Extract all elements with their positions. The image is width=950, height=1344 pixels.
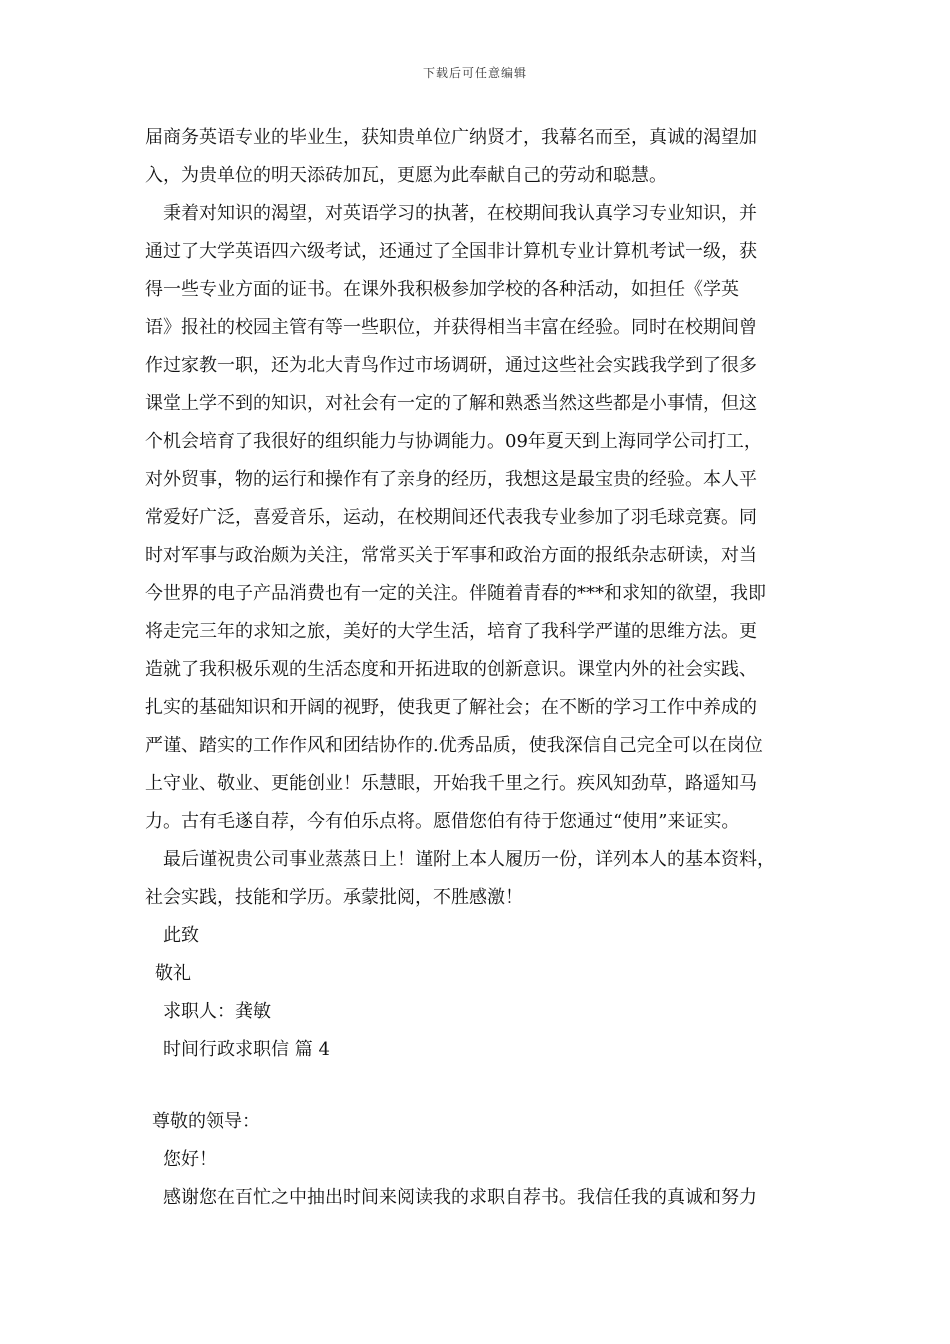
- body-line: 通过了大学英语四六级考试，还通过了全国非计算机专业计算机考试一级，获: [145, 241, 757, 262]
- body-line: 对外贸事，物的运行和操作有了亲身的经历，我想这是最宝贵的经验。本人平: [145, 469, 757, 490]
- body-line: 个机会培育了我很好的组织能力与协调能力。09年夏天到上海同学公司打工，: [145, 431, 762, 452]
- body-line: 扎实的基础知识和开阔的视野，使我更了解社会；在不断的学习工作中养成的: [145, 697, 757, 718]
- header-note: 下载后可任意编辑: [422, 66, 527, 80]
- closing-salutation: 此致: [163, 925, 199, 946]
- body-line: 造就了我积极乐观的生活态度和开拓进取的创新意识。课堂内外的社会实践、: [145, 659, 757, 680]
- greeting-recipient: 尊敬的领导：: [152, 1111, 260, 1132]
- body-line: 社会实践，技能和学历。承蒙批阅，不胜感激！: [145, 887, 523, 908]
- body-line: 语》报社的校园主管有等一些职位，并获得相当丰富在经验。同时在校期间曾: [145, 317, 757, 338]
- body-line: 上守业、敬业、更能创业！乐慧眼，开始我千里之行。疾风知劲草，路遥知马: [145, 773, 757, 794]
- body-line: 今世界的电子产品消费也有一定的关注。伴随着青春的***和求知的欲望，我即: [145, 583, 766, 604]
- body-line: 最后谨祝贵公司事业蒸蒸日上！谨附上本人履历一份，详列本人的基本资料，: [163, 849, 775, 870]
- body-line: 时对军事与政治颇为关注，常常买关于军事和政治方面的报纸杂志研读，对当: [145, 545, 757, 566]
- body-line: 常爱好广泛，喜爱音乐，运动，在校期间还代表我专业参加了羽毛球竞赛。同: [145, 507, 757, 528]
- body-line: 秉着对知识的渴望，对英语学习的执著，在校期间我认真学习专业知识，并: [163, 203, 757, 224]
- body-line: 将走完三年的求知之旅，美好的大学生活，培育了我科学严谨的思维方法。更: [145, 621, 757, 642]
- section-title: 时间行政求职信 篇 4: [163, 1039, 330, 1060]
- signature-line: 求职人：龚敏: [163, 1001, 271, 1022]
- body-line: 入，为贵单位的明天添砖加瓦，更愿为此奉献自己的劳动和聪慧。: [145, 165, 667, 186]
- body-line: 课堂上学不到的知识，对社会有一定的了解和熟悉当然这些都是小事情，但这: [145, 393, 757, 414]
- body-line: 作过家教一职，还为北大青鸟作过市场调研，通过这些社会实践我学到了很多: [145, 355, 757, 376]
- closing-respect: 敬礼: [155, 963, 191, 984]
- body-line: 得一些专业方面的证书。在课外我积极参加学校的各种活动，如担任《学英: [145, 279, 739, 300]
- greeting: 您好！: [163, 1149, 217, 1170]
- body-line: 力。古有毛遂自荐，今有伯乐点将。愿借您伯有待于您通过“使用”来证实。: [145, 811, 740, 832]
- body-line: 届商务英语专业的毕业生，获知贵单位广纳贤才，我幕名而至，真诚的渴望加: [145, 127, 757, 148]
- body-line: 严谨、踏实的工作作风和团结协作的.优秀品质，使我深信自己完全可以在岗位: [145, 735, 763, 756]
- body-line: 感谢您在百忙之中抽出时间来阅读我的求职自荐书。我信任我的真诚和努力: [163, 1187, 757, 1208]
